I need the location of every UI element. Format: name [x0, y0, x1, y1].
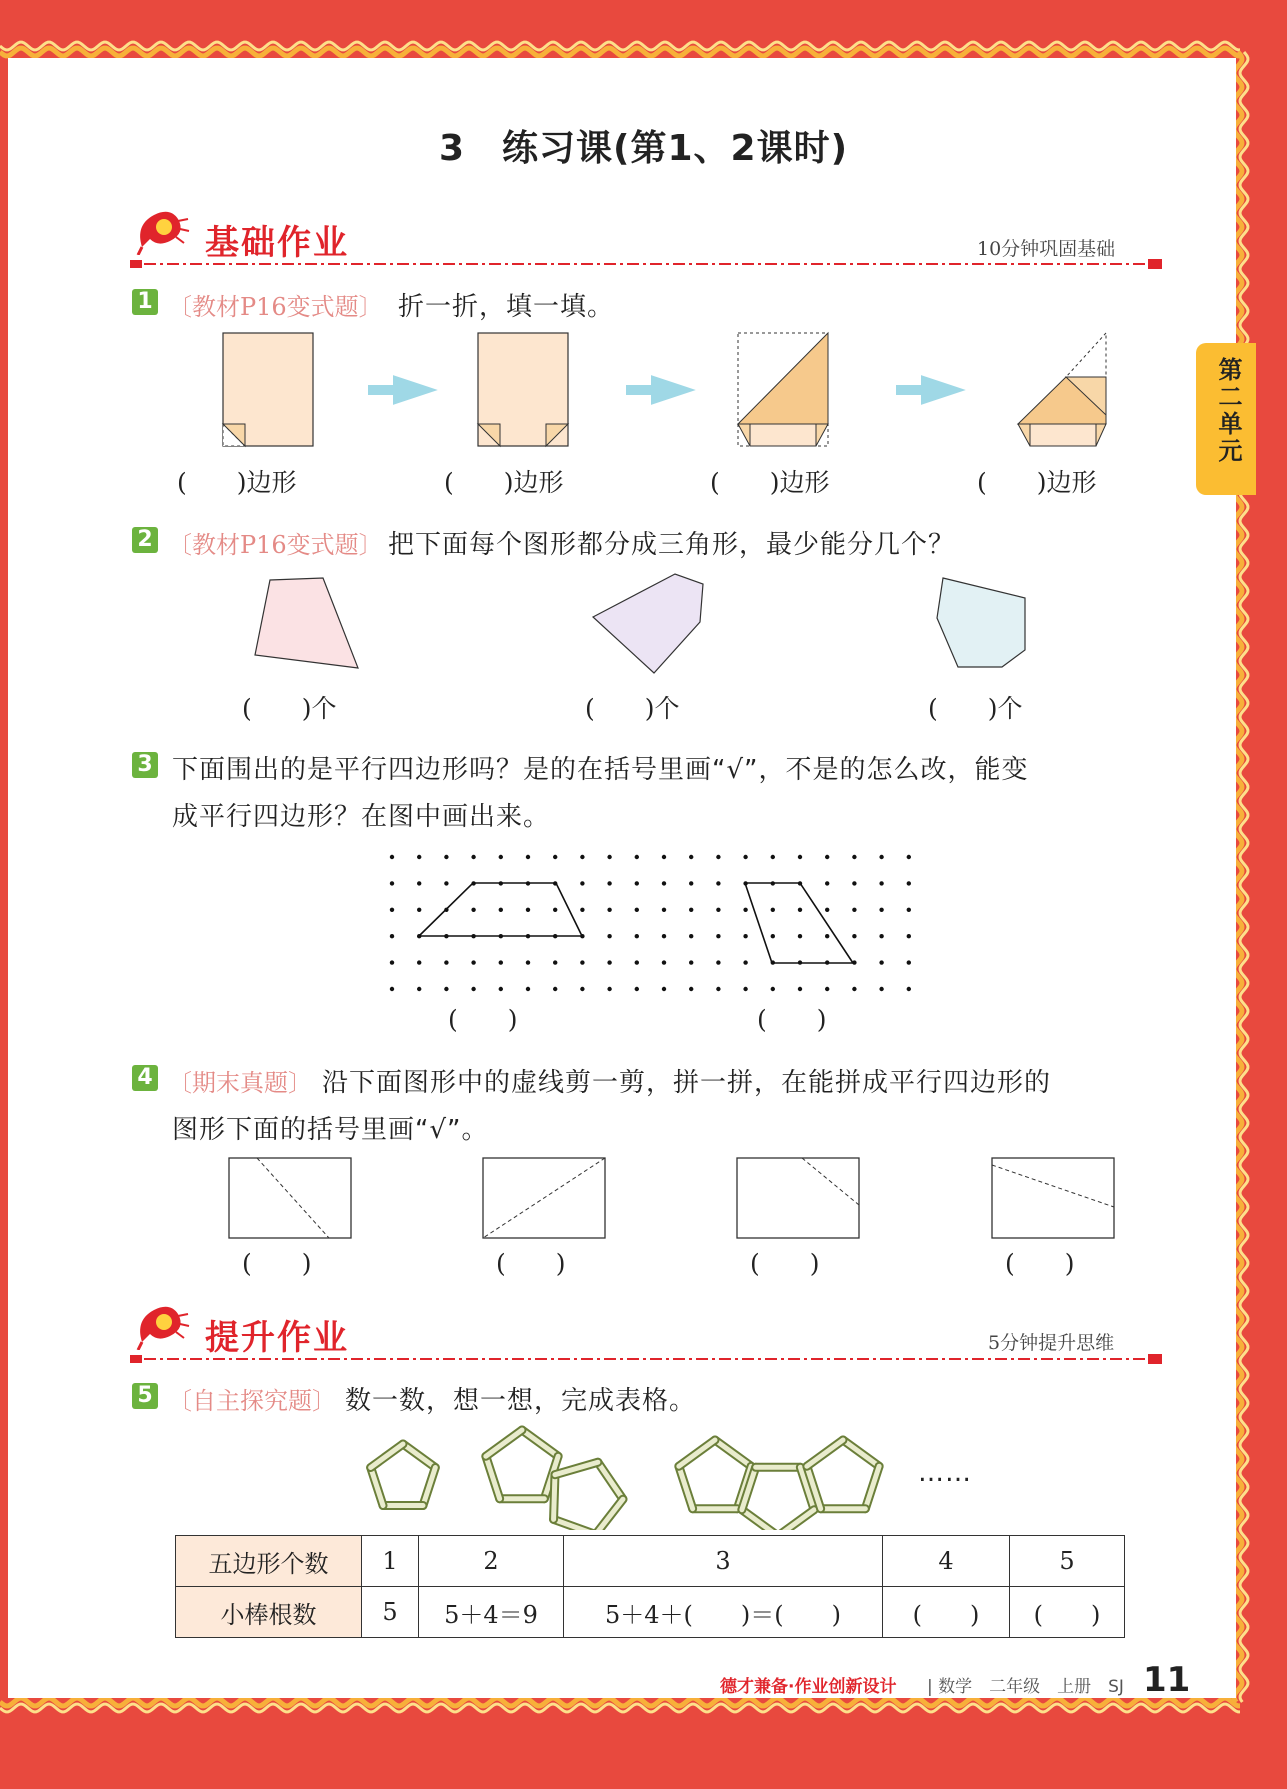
table-cell: 5＋4＝9: [419, 1587, 564, 1638]
footer-info: | 数学 二年级 上册 SJ: [927, 1677, 1124, 1697]
question-number: 3: [132, 752, 158, 778]
grid-dot: [499, 855, 503, 859]
grid-dot: [444, 881, 448, 885]
cut-rect-4: [992, 1158, 1114, 1238]
grid-dot: [607, 908, 611, 912]
question-tag: 〔教材P16变式题〕: [168, 531, 383, 559]
answer-blank[interactable]: ( ): [757, 1005, 827, 1034]
grid-dot: [526, 855, 530, 859]
answer-blank[interactable]: ( )边形: [444, 468, 564, 497]
grid-dot: [607, 934, 611, 938]
pentagon-shape: [593, 574, 703, 673]
paper-rect-1: [223, 333, 313, 446]
table-row: [176, 1587, 1125, 1638]
answer-blank[interactable]: ( )个: [585, 694, 680, 723]
table-row: [176, 1536, 1125, 1587]
grid-dot: [471, 881, 475, 885]
grid-dot: [635, 855, 639, 859]
grid-dot: [825, 987, 829, 991]
hexagon-shape: [937, 578, 1025, 667]
grid-dot: [471, 855, 475, 859]
grid-dot: [607, 855, 611, 859]
question-number: 2: [132, 527, 158, 553]
stick: [715, 1440, 751, 1466]
paper-rect-2: [478, 333, 568, 446]
grid-dot: [907, 960, 911, 964]
grid-dot: [417, 855, 421, 859]
stick: [679, 1440, 715, 1466]
table-cell-input[interactable]: ( ): [883, 1587, 1010, 1638]
grid-dot: [879, 987, 883, 991]
grid-dot: [879, 934, 883, 938]
grid-dot: [390, 855, 394, 859]
grid-dot: [743, 908, 747, 912]
grid-dot: [825, 908, 829, 912]
grid-dot: [907, 934, 911, 938]
grid-dot: [852, 908, 856, 912]
table-cell: 4: [883, 1536, 1010, 1587]
section-basic-note: 10分钟巩固基础: [977, 238, 1116, 260]
grid-dot: [798, 855, 802, 859]
grid-dot: [390, 908, 394, 912]
grid-dot: [499, 881, 503, 885]
grid-dot: [526, 987, 530, 991]
grid-dot: [553, 855, 557, 859]
grid-dot: [390, 934, 394, 938]
grid-dot: [635, 908, 639, 912]
paper-triangle-fold: [738, 333, 828, 446]
table-cell: 2: [419, 1536, 564, 1587]
grid-dot: [825, 934, 829, 938]
stick-pentagons: [360, 1420, 920, 1530]
grid-dot: [689, 960, 693, 964]
grid-dot: [417, 960, 421, 964]
grid-dot: [499, 934, 503, 938]
grid-dot: [607, 987, 611, 991]
question-text: 沿下面图形中的虚线剪一剪，拼一拼，在能拼成平行四边形的: [322, 1068, 1052, 1098]
grid-dot: [417, 934, 421, 938]
answer-blank[interactable]: ( ): [242, 1249, 312, 1278]
grid-dot: [526, 934, 530, 938]
grid-dot: [825, 960, 829, 964]
grid-dot: [471, 908, 475, 912]
grid-dot: [635, 934, 639, 938]
grid-dot: [553, 960, 557, 964]
section-advanced-title: 提升作业: [205, 1318, 349, 1358]
grid-dot: [662, 934, 666, 938]
grid-dot: [499, 908, 503, 912]
grid-dot: [635, 881, 639, 885]
grid-dot: [444, 987, 448, 991]
grid-dot: [771, 908, 775, 912]
grid-dot: [771, 987, 775, 991]
grid-dot: [771, 881, 775, 885]
table-cell: 5: [1010, 1536, 1125, 1587]
grid-dot: [798, 987, 802, 991]
grid-dot: [390, 881, 394, 885]
grid-dot: [444, 934, 448, 938]
question-text: 把下面每个图形都分成三角形，最少能分几个？: [388, 530, 956, 560]
answer-blank[interactable]: ( )个: [928, 694, 1023, 723]
section-divider: [130, 1353, 1170, 1365]
grid-dot: [716, 855, 720, 859]
answer-blank[interactable]: ( )个: [242, 694, 337, 723]
quadrilateral-dot-shape: [745, 883, 853, 963]
stick: [679, 1466, 693, 1508]
arrow-2: [626, 382, 680, 398]
question-text: 成平行四边形？在图中画出来。: [172, 802, 551, 832]
grid-dot: [444, 960, 448, 964]
stick: [843, 1440, 879, 1466]
grid-dot: [879, 855, 883, 859]
section-divider: [130, 258, 1170, 270]
grid-dot: [499, 987, 503, 991]
ellipsis: ……: [918, 1458, 972, 1488]
cut-rect-2: [483, 1158, 605, 1238]
question-text: 下面围出的是平行四边形吗？是的在括号里画“√”，不是的怎么改，能变: [172, 755, 1029, 785]
stick: [486, 1430, 522, 1456]
question-number: 1: [132, 289, 158, 315]
grid-dot: [417, 908, 421, 912]
grid-dot: [879, 960, 883, 964]
cut-rectangles: [225, 1155, 1125, 1240]
flower-icon: [130, 1300, 190, 1350]
grid-dot: [798, 934, 802, 938]
table-header: 五边形个数: [176, 1536, 362, 1587]
page-number: 11: [1143, 1660, 1191, 1700]
table-header: 小棒根数: [176, 1587, 362, 1638]
question-number: 5: [132, 1383, 158, 1409]
paper-pentagon-fold: [1018, 333, 1106, 446]
grid-dot: [689, 855, 693, 859]
grid-dot: [852, 855, 856, 859]
stick: [598, 1462, 623, 1499]
grid-dot: [716, 987, 720, 991]
stick: [596, 1499, 623, 1530]
stick: [865, 1466, 879, 1508]
grid-dot: [879, 881, 883, 885]
stick: [403, 1444, 435, 1467]
grid-dot: [662, 881, 666, 885]
grid-dot: [553, 934, 557, 938]
grid-dot: [390, 960, 394, 964]
answer-blank[interactable]: ( )边形: [977, 468, 1097, 497]
grid-dot: [526, 881, 530, 885]
grid-dot: [689, 934, 693, 938]
section-advanced-note: 5分钟提升思维: [988, 1332, 1115, 1354]
arrow-1: [368, 382, 422, 398]
arrow-3: [896, 382, 950, 398]
grid-dot: [553, 987, 557, 991]
grid-dot: [852, 987, 856, 991]
stick: [371, 1444, 403, 1467]
grid-dot: [852, 881, 856, 885]
grid-dot: [852, 934, 856, 938]
table-cell-input[interactable]: ( ): [1010, 1587, 1125, 1638]
grid-dot: [907, 908, 911, 912]
answer-blank[interactable]: ( )边形: [710, 468, 830, 497]
grid-dot: [662, 908, 666, 912]
grid-dot: [553, 881, 557, 885]
grid-dot: [716, 960, 720, 964]
answer-blank[interactable]: ( ): [496, 1249, 566, 1278]
question-text: 数一数，想一想，完成表格。: [345, 1386, 697, 1416]
grid-dot: [798, 881, 802, 885]
grid-dot: [743, 960, 747, 964]
answer-blank[interactable]: ( ): [750, 1249, 820, 1278]
question-number: 4: [132, 1065, 158, 1091]
question-text: 折一折，填一填。: [398, 292, 615, 322]
grid-dot: [526, 908, 530, 912]
grid-dot: [662, 855, 666, 859]
grid-dot: [607, 960, 611, 964]
grid-dot: [743, 934, 747, 938]
grid-dot: [716, 908, 720, 912]
grid-dot: [471, 987, 475, 991]
grid-dot: [417, 881, 421, 885]
flower-icon: [130, 205, 190, 255]
unit-tab-label: 第二单元: [1214, 357, 1242, 465]
grid-dot: [444, 855, 448, 859]
grid-dot: [580, 960, 584, 964]
stick: [522, 1430, 558, 1456]
answer-blank[interactable]: ( ): [448, 1005, 518, 1034]
grid-dot: [553, 908, 557, 912]
quadrilateral-shape: [255, 578, 358, 668]
grid-dot: [771, 934, 775, 938]
grid-dot: [662, 960, 666, 964]
question-tag: 〔自主探究题〕: [168, 1387, 336, 1415]
grid-dot: [716, 934, 720, 938]
grid-dot: [771, 960, 775, 964]
dot-grid: [380, 845, 920, 1005]
grid-dot: [635, 960, 639, 964]
grid-dot: [771, 855, 775, 859]
grid-dot: [743, 881, 747, 885]
page-title: 3 练习课(第1、2课时): [438, 128, 849, 169]
answer-blank[interactable]: ( ): [1005, 1249, 1075, 1278]
stick: [554, 1475, 555, 1520]
answer-table: [175, 1535, 1125, 1638]
answer-blank[interactable]: ( )边形: [177, 468, 297, 497]
grid-dot: [526, 960, 530, 964]
table-cell-input[interactable]: 5＋4＋( )＝( ): [564, 1587, 883, 1638]
grid-dot: [907, 881, 911, 885]
grid-dot: [662, 987, 666, 991]
grid-dot: [716, 881, 720, 885]
table-cell: 5: [362, 1587, 419, 1638]
unit-side-tab: [1196, 343, 1256, 495]
table-cell: 3: [564, 1536, 883, 1587]
grid-dot: [689, 908, 693, 912]
table-cell: 1: [362, 1536, 419, 1587]
stick: [486, 1456, 500, 1498]
grid-dot: [689, 987, 693, 991]
grid-dot: [580, 987, 584, 991]
footer-brand: 德才兼备·作业创新设计: [720, 1677, 897, 1697]
grid-dot: [879, 908, 883, 912]
grid-dot: [689, 881, 693, 885]
grid-dot: [798, 908, 802, 912]
grid-dot: [743, 987, 747, 991]
grid-dot: [798, 960, 802, 964]
cut-rect-1: [229, 1158, 351, 1238]
grid-dot: [580, 934, 584, 938]
section-basic-title: 基础作业: [205, 223, 349, 263]
question-tag: 〔教材P16变式题〕: [168, 293, 383, 321]
polygon-figures: [240, 570, 1100, 680]
grid-dot: [607, 881, 611, 885]
grid-dot: [471, 934, 475, 938]
grid-dot: [444, 908, 448, 912]
grid-dot: [417, 987, 421, 991]
grid-dot: [471, 960, 475, 964]
question-tag: 〔期末真题〕: [168, 1069, 312, 1097]
paper-folding-figures: [210, 325, 1160, 455]
grid-dot: [907, 987, 911, 991]
stick: [807, 1440, 843, 1466]
grid-dot: [825, 855, 829, 859]
grid-dot: [907, 855, 911, 859]
grid-dot: [743, 855, 747, 859]
grid-dot: [390, 987, 394, 991]
grid-dot: [852, 960, 856, 964]
grid-dot: [580, 855, 584, 859]
grid-dot: [580, 881, 584, 885]
cut-rect-3: [737, 1158, 859, 1238]
grid-dot: [825, 881, 829, 885]
question-text: 图形下面的括号里画“√”。: [172, 1115, 489, 1145]
grid-dot: [580, 908, 584, 912]
grid-dot: [635, 987, 639, 991]
grid-dot: [499, 960, 503, 964]
